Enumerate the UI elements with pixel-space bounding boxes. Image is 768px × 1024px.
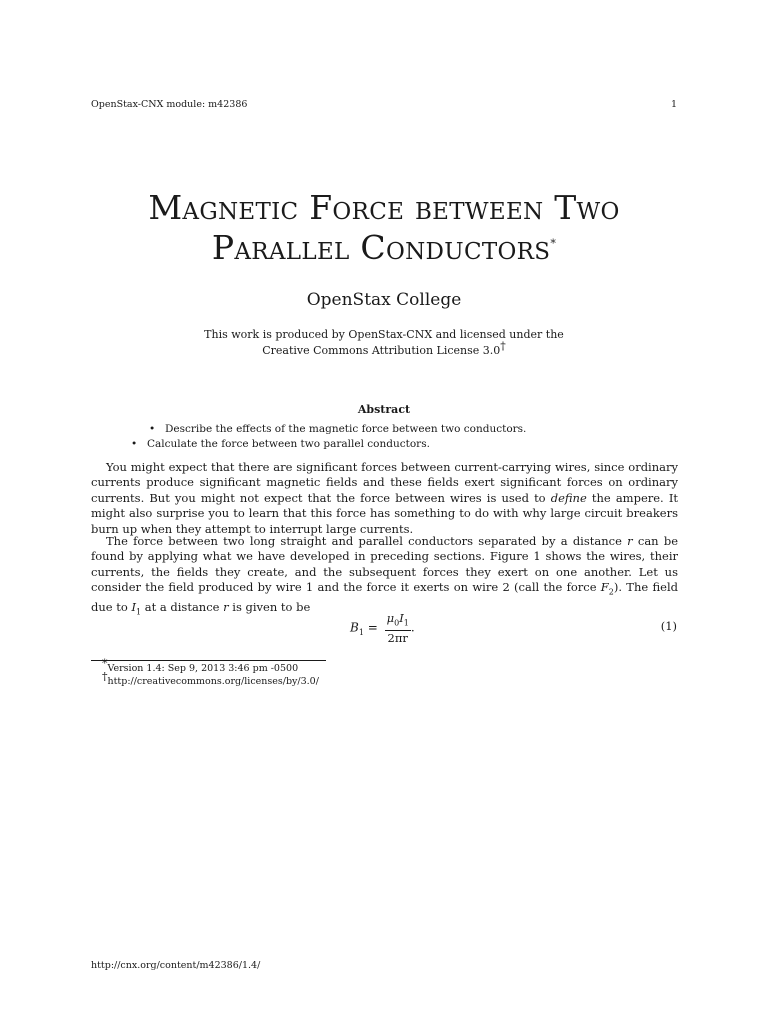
fraction-numerator [385,611,411,631]
math-subscript: 1 [135,607,142,617]
author: OpenStax College [306,290,462,310]
equation-equals: = [363,620,378,635]
math-variable: I [131,599,136,614]
license-line-2 [0,339,768,359]
paragraph-text: at a distance [141,599,224,614]
equation-lhs-subscript: 1 [358,628,364,638]
document-title [0,188,768,268]
paragraph-text: You might expect that there are significant forces between current-carrying wires, since ordinary currents produce significant magnetic fields and these fields exert significant forces on ordinary currents. But you might not expect that the force between wires is used to [91,460,678,505]
license-line-1: This work is produced by OpenStax-CNX and licensed under the [204,328,564,341]
emphasis-define: define [550,490,587,505]
abstract-bullet-2 [131,437,430,452]
paragraph-text: is given to be [228,599,311,614]
footer-url-link[interactable]: http://cnx.org/content/m42386/1.4/ [91,960,261,971]
mu-subscript: 0 [394,618,400,628]
title-line-2-text: Parallel Conductors [211,228,551,267]
equation-number: (1) [660,619,677,633]
footnote-2 [102,669,319,688]
footnote-divider [91,660,326,661]
title-line-2 [0,228,768,268]
bullet-icon: • [131,438,138,450]
paragraph-1 [91,460,678,537]
paragraph-2 [91,534,678,620]
license-footnote-mark: † [500,339,506,353]
paragraph-text: The force between two long straight and parallel conductors separated by a distance [106,534,628,548]
equation-lhs: B [350,620,359,635]
footnote-1 [102,656,299,675]
footnote-1-text: Version 1.4: Sep 9, 2013 3:46 pm -0500 [107,663,299,674]
title-footnote-mark: * [550,237,557,250]
current-subscript: 1 [403,618,409,628]
license-link-text[interactable]: Creative Commons Attribution License 3.0 [262,344,501,357]
abstract-bullet-1 [149,422,526,437]
page-number: 1 [670,99,677,110]
running-header-module: OpenStax-CNX module: m42386 [91,99,248,110]
equation-fraction [385,611,411,645]
equation-1 [350,611,415,645]
abstract-bullet-text: Calculate the force between two parallel conductors. [147,438,430,450]
fraction-denominator: 2πr [387,631,408,646]
license-statement [0,327,768,359]
math-variable: F [600,580,609,595]
paragraph-text: the ampere. It might also surprise you to learn that this force has something to do with why large circuit breakers burn up when they attempt to interrupt large currents. [91,490,678,536]
math-variable: r [223,599,229,614]
paragraph-text: ). The field due to [91,580,678,614]
current-symbol: I [399,611,404,625]
footnote-2-link[interactable]: http://creativecommons.org/licenses/by/3.0/ [107,676,319,687]
math-subscript: 2 [608,587,614,597]
footnote-1-mark: * [102,656,108,670]
equation-period: . [410,620,415,635]
mu-symbol: μ [386,611,395,625]
footnote-2-mark: † [102,669,108,683]
abstract-heading: Abstract [357,403,411,416]
bullet-icon: • [149,423,156,435]
abstract-bullet-text: Describe the effects of the magnetic force between two conductors. [165,423,527,435]
paragraph-text: can be found by applying what we have developed in preceding sections. Figure 1 shows the wires, their currents, the fields they create, and the subsequent forces they exert on one another. Let us consider the field produced by wire 1 and the force it exerts on wire 2 (call the force [91,534,678,595]
title-line-1: Magnetic Force between Two [148,188,620,227]
math-variable: r [627,534,633,548]
